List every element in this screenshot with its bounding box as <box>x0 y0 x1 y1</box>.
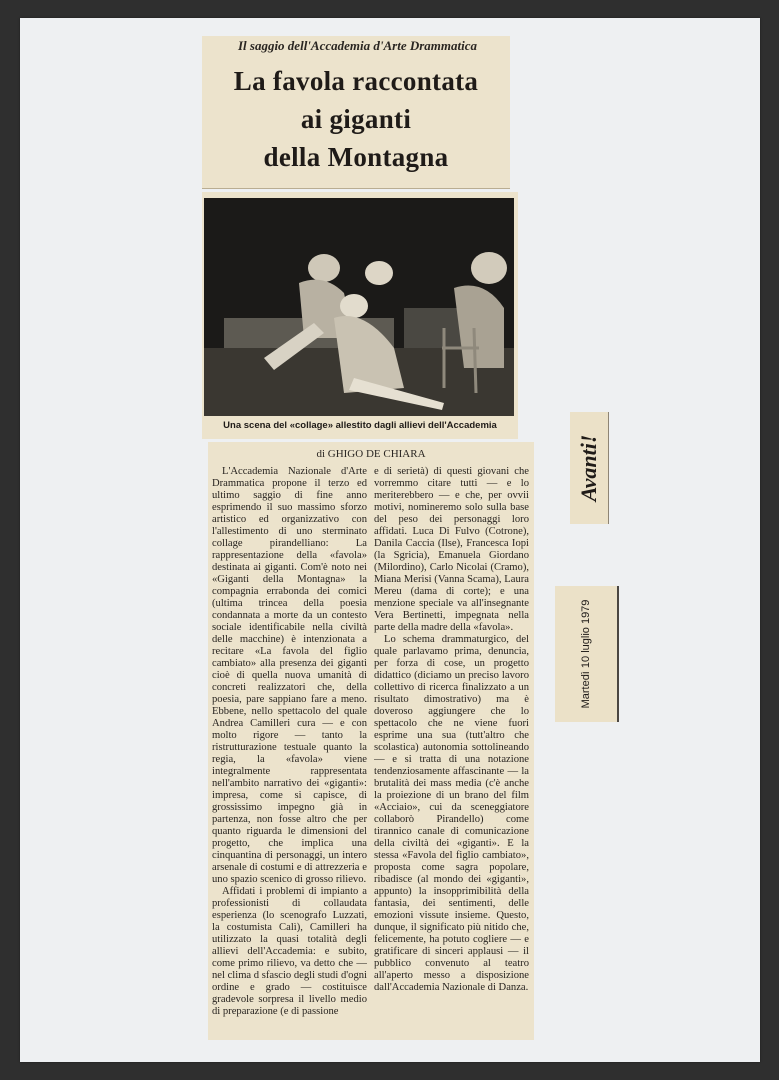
stage-scene-image <box>204 198 514 416</box>
photo-caption: Una scena del «collage» allestito dagli allievi dell'Accademia <box>223 420 497 431</box>
article-body-clipping <box>208 442 534 1040</box>
article-title-line-3: della Montagna <box>263 142 449 172</box>
newspaper-name: Avanti! <box>576 434 601 502</box>
article-title-line-2: ai giganti <box>300 104 412 134</box>
article-paragraph: Lo schema drammaturgico, del quale parlavamo prima, denuncia, per forza di cose, un progetto didattico (diciamo un preciso lavoro collettivo di ricerca finalizzato a un risultato dimostrativo) ma è doveroso aggiungere che lo spettacolo che ne viene fuori esprime una sua (tutt'altro che scolastica) autonomia sottolineando — e si tratta di una notazione tendenziosamente affascinante — la brutalità dei mass media (c'è anche la proiezione di un brano del film «Acciaio», cui da sceneggiatore collaborò Pirandello) come tirannico canale di comunicazione della civiltà dei «giganti». E la stessa «Favola del figlio cambiato», proposta come sagra popolare, ribadisce (al mondo dei «giganti», appunto) la insopprimibilità della fantasia, dei sentimenti, delle emozioni vissute insieme. Questo, dunque, il significato più nitido che, felicemente, ha potuto cogliere — e gratificare di sinceri applausi — il pubblico convenuto al teatro all'aperto messo a disposizione dall'Accademia Nazionale di Danza. <box>374 634 529 993</box>
newspaper-name-clipping <box>570 412 609 524</box>
article-column-1 <box>212 466 367 1034</box>
stage-photo <box>204 198 514 416</box>
article-title-line-1: La favola raccontata <box>233 66 479 96</box>
article-paragraph: Affidati i problemi di impianto a professionisti di collaudata esperienza (lo scenografo Luzzati, la costumista Calì), Camilleri ha utilizzato la quasi totalità degli allievi dell'Accademia: e subito, come primo rilievo, va detto che — nel clima d sfascio degli studi d'ogni ordine e grado — costituisce gradevole sorpresa il livello medio di preparazione (e di passione <box>212 886 367 1017</box>
article-column-2 <box>374 466 529 1034</box>
article-byline: di GHIGO DE CHIARA <box>316 448 426 460</box>
article-kicker: Il saggio dell'Accademia d'Arte Drammatica <box>237 38 478 53</box>
article-paragraph: e di serietà) di questi giovani che vorremmo citare tutti — e lo meriterebbero — e che, per ovvii motivi, nomineremo solo sulla base del peso dei personaggi loro affidati. Luca Di Fulvo (Cotrone), Danila Caccia (Ilse), Francesca Iopi (la Sgricia), Emanuela Giordano (Milordino), Carlo Nicolai (Cramo), Miana Merisi (Vanna Scama), Laura Mereu (dama di corte); e una menzione speciale va all'insegnante Vera Bertinetti, impegnata nella parte della madre della «favola». <box>374 466 529 633</box>
photo-clipping <box>202 192 518 439</box>
article-paragraph: L'Accademia Nazionale d'Arte Drammatica propone il terzo ed ultimo saggio di fine anno esprimendo il suo massimo sforzo artistico ed organizzativo con l'allestimento di uno sterminato collage pirandelliano: La rappresentazione della «favola» destinata ai giganti. Com'è noto nei «Giganti della Montagna» la compagnia errabonda dei comici (ultima trincea della poesia condannata a morte da un contesto sociale identificabile nella civiltà delle macchine) è intenzionata a recitare «La favola del figlio cambiato» alla presenza dei giganti cioè di quella nuova umanità di concreti realizzatori che, della poesia, pare sappiano fare a meno. Ebbene, nello spettacolo del quale Andrea Camilleri cura — e con molto rigore — tanto la ristrutturazione testuale quanto la regia, la «favola» viene integralmente rappresentata nell'ambito narrativo dei «giganti»: impresa, come si capisce, di grossissimo impegno già in partenza, non fosse altro che per quanto riguarda le dimensioni del progetto, che implica una cinquantina di personaggi, un intero arsenale di costumi e di attrezzeria e uno spazio scenico di grosso rilievo. <box>212 466 367 885</box>
date-clipping <box>555 586 619 722</box>
publication-date: Martedì 10 luglio 1979 <box>580 599 592 709</box>
headline-clipping <box>202 36 510 189</box>
